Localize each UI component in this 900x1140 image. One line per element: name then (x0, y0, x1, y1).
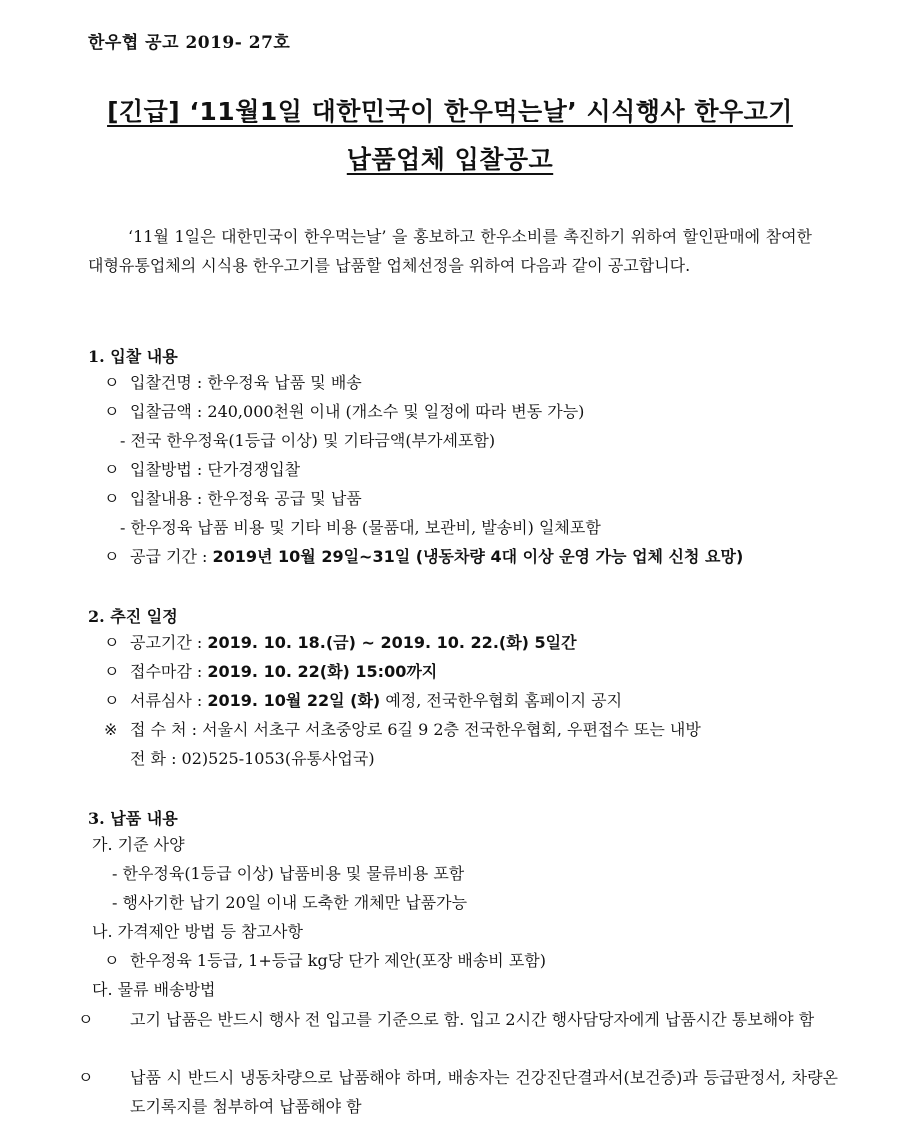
list-item: ㅇ 입찰건명 : 한우정육 납품 및 배송 (104, 373, 362, 392)
section-1-heading: 1. 입찰 내용 (88, 347, 178, 366)
note-phone: 전 화 : 02)525-1053(유통사업국) (130, 749, 375, 768)
section-3-heading: 3. 납품 내용 (88, 809, 178, 828)
list-item: ㅇ 입찰내용 : 한우정육 공급 및 납품 (104, 489, 362, 508)
list-subitem: - 전국 한우정육(1등급 이상) 및 기타금액(부가세포함) (120, 431, 496, 450)
list-item: ㅇ 접수마감 : 2019. 10. 22(화) 15:00까지 (104, 662, 438, 681)
list-subitem: - 행사기한 납기 20일 이내 도축한 개체만 납품가능 (112, 893, 468, 912)
bullet-icon: ㅇ (78, 1010, 94, 1029)
list-subitem: - 한우정육 납품 비용 및 기타 비용 (물품대, 보관비, 발송비) 일체포함 (120, 518, 601, 537)
bullet-icon: ㅇ (104, 402, 120, 421)
bullet-icon: ㅇ (104, 633, 120, 652)
list-item: ㅇ 입찰금액 : 240,000천원 이내 (개소수 및 일정에 따라 변동 가능) (104, 402, 585, 421)
notice-number: 한우협 공고 2019- 27호 (88, 33, 291, 53)
list-item: ㅇ 공고기간 : 2019. 10. 18.(금) ~ 2019. 10. 22.(화) 5일간 (104, 633, 577, 652)
section-2-heading: 2. 추진 일정 (88, 607, 178, 626)
list-item: ㅇ 고기 납품은 반드시 행사 전 입고를 기준으로 함. 입고 2시간 행사담당자에게 납품시간 통보해야 함 (104, 1005, 838, 1034)
list-item: ㅇ 서류심사 : 2019. 10월 22일 (화) 예정, 전국한우협회 홈페이지 공지 (104, 691, 623, 710)
subsection-a-heading: 가. 기준 사양 (92, 835, 185, 854)
bullet-icon: ㅇ (104, 489, 120, 508)
list-item: ㅇ 공급 기간 : 2019년 10월 29일~31일 (냉동차량 4대 이상 운영 가능 업체 신청 요망) (104, 547, 744, 566)
bullet-icon: ㅇ (104, 691, 120, 710)
bullet-icon: ㅇ (104, 662, 120, 681)
bullet-icon: ㅇ (104, 951, 120, 970)
title-line-1: [긴급] ‘11월1일 대한민국이 한우먹는날’ 시식행사 한우고기 (107, 97, 793, 126)
list-subitem: - 한우정육(1등급 이상) 납품비용 및 물류비용 포함 (112, 864, 465, 883)
bullet-icon: ㅇ (78, 1068, 94, 1087)
subsection-b-heading: 나. 가격제안 방법 등 참고사항 (92, 922, 303, 941)
subsection-c-heading: 다. 물류 배송방법 (92, 980, 216, 999)
bullet-icon: ㅇ (104, 460, 120, 479)
list-item: ㅇ 한우정육 1등급, 1+등급 kg당 단가 제안(포장 배송비 포함) (104, 951, 546, 970)
list-item: ㅇ 입찰방법 : 단가경쟁입찰 (104, 460, 301, 479)
intro-paragraph: ‘11월 1일은 대한민국이 한우먹는날’ 을 홍보하고 한우소비를 촉진하기 위하여 할인판매에 참여한 대형유통업체의 시식용 한우고기를 납품할 업체선정을 위하여 다음과 같이 공고합니다. (88, 227, 812, 275)
bullet-icon: ㅇ (104, 373, 120, 392)
bullet-icon: ㅇ (104, 547, 120, 566)
list-item: ㅇ 납품 시 반드시 냉동차량으로 납품해야 하며, 배송자는 건강진단결과서(보건증)과 등급판정서, 차량온도기록지를 첨부하여 납품해야 함 (104, 1063, 838, 1121)
title-line-2: 납품업체 입찰공고 (346, 145, 554, 174)
note-item: ※ 접 수 처 : 서울시 서초구 서초중앙로 6길 9 2층 전국한우협회, 우편접수 또는 내방 (104, 720, 701, 739)
reference-mark-icon: ※ (104, 720, 118, 739)
